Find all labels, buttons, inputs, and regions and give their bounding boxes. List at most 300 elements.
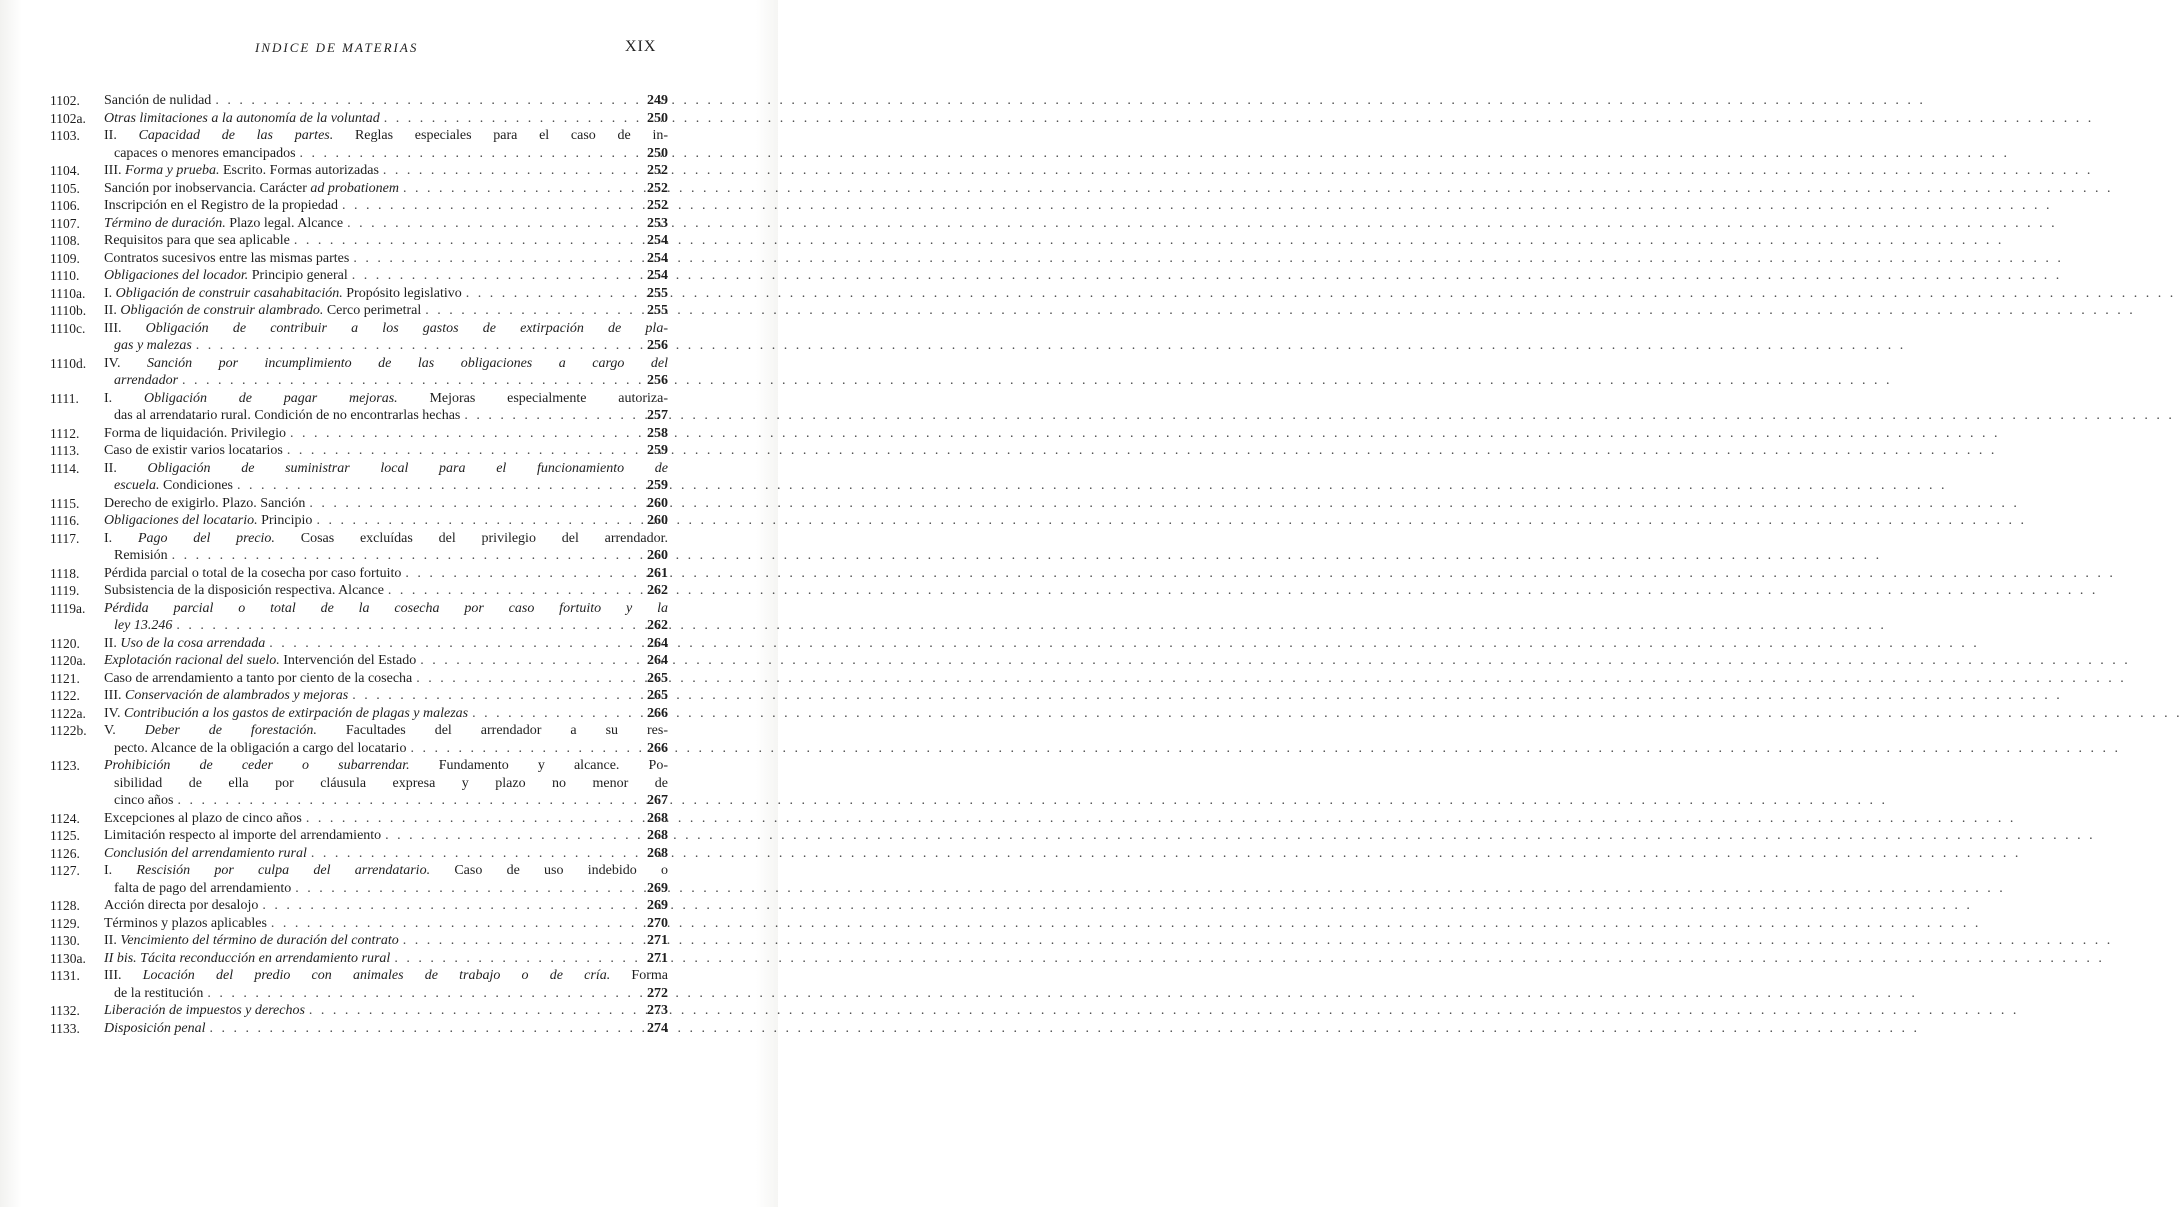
entry-line — [104, 705, 668, 723]
entry-text — [104, 232, 290, 250]
page-reference: 254 — [647, 250, 668, 266]
section-number: 1108. — [50, 233, 80, 248]
page-reference: 252 — [647, 198, 668, 213]
dot-leader — [271, 915, 634, 933]
entry-line — [104, 687, 668, 705]
page-reference: 265 — [647, 688, 668, 703]
entry-text — [104, 582, 384, 600]
toc-entry — [50, 285, 668, 303]
toc-entry — [50, 197, 668, 215]
entry-text — [104, 110, 380, 128]
page-reference: 256 — [647, 373, 668, 388]
entry-text — [104, 547, 168, 565]
toc-entry — [50, 582, 668, 600]
page-reference: 264 — [647, 653, 668, 668]
toc-entry — [50, 180, 668, 198]
italic-heading: Capacidad de las partes. — [138, 128, 334, 143]
italic-heading: ley 13.246 — [114, 618, 173, 633]
page-reference: 250 — [647, 145, 668, 161]
table-of-contents — [50, 92, 668, 1037]
section-number: 1104. — [50, 163, 80, 178]
toc-entry — [50, 355, 668, 390]
entry-text — [104, 985, 203, 1003]
toc-entry — [50, 390, 668, 425]
section-number: 1122b. — [50, 723, 87, 738]
dot-leader — [207, 985, 634, 1003]
toc-entry — [50, 495, 668, 513]
dot-leader — [383, 162, 634, 180]
section-number: 1105. — [50, 180, 80, 196]
entry-text-segment: Sanción por inobservancia. Carácter — [104, 180, 311, 196]
page-reference: 271 — [647, 933, 668, 948]
section-number: 1106. — [50, 198, 80, 213]
entry-text — [104, 477, 233, 495]
entry-text-segment: II. — [104, 303, 121, 318]
entry-text-segment: Requisitos para que sea aplicable — [104, 233, 290, 248]
entry-text — [104, 845, 307, 863]
italic-heading: Obligaciones del locatario. — [104, 513, 258, 528]
toc-entry — [50, 950, 668, 968]
page-reference: 270 — [647, 915, 668, 931]
entry-line — [104, 442, 668, 460]
entry-text — [104, 267, 348, 285]
page-reference: 252 — [647, 180, 668, 196]
dot-leader — [466, 285, 634, 303]
toc-entry — [50, 110, 668, 128]
entry-line — [104, 792, 668, 810]
entry-text — [104, 897, 258, 915]
entry-text — [104, 617, 172, 635]
entry-line — [104, 180, 668, 198]
toc-entry — [50, 425, 668, 443]
dot-leader — [464, 407, 634, 425]
entry-text — [104, 390, 668, 408]
entry-line — [104, 845, 668, 863]
entry-text-segment: I. — [104, 390, 144, 406]
toc-entry — [50, 967, 668, 1002]
entry-text — [104, 862, 668, 880]
entry-text-segment: Derecho de exigirlo. Plazo. Sanción — [104, 495, 306, 511]
section-number: 1110a. — [50, 285, 86, 301]
italic-heading: Obligación de contribuir a los gastos de extirpación de pla- — [145, 320, 668, 336]
running-header — [0, 40, 778, 64]
entry-line — [104, 775, 668, 793]
entry-text — [104, 425, 286, 443]
italic-heading: Conclusión del arrendamiento rural — [104, 845, 307, 861]
entry-line — [104, 460, 668, 478]
dot-leader — [306, 810, 634, 828]
section-number: 1107. — [50, 215, 80, 231]
entry-line — [104, 477, 668, 495]
entry-text-segment: Subsistencia de la disposición respectiva. Alcance — [104, 583, 384, 598]
italic-heading: II bis. Tácita reconducción en arrendamiento rural — [104, 950, 391, 966]
section-number: 1120a. — [50, 653, 86, 668]
entry-text-segment: cinco años — [114, 793, 174, 808]
entry-line — [104, 547, 668, 565]
entry-line — [104, 967, 668, 985]
entry-line — [104, 407, 668, 425]
entry-text-segment: III. — [104, 320, 146, 336]
toc-entry — [50, 722, 668, 757]
dot-leader — [316, 512, 634, 530]
italic-heading: Obligación de suministrar local para el funcionamiento de — [147, 460, 668, 476]
running-title: INDICE DE MATERIAS — [255, 40, 419, 55]
toc-entry — [50, 92, 668, 110]
page-reference: 269 — [647, 898, 668, 913]
section-number: 1133. — [50, 1020, 80, 1036]
toc-entry — [50, 670, 668, 688]
entry-line — [104, 162, 668, 180]
entry-line — [104, 390, 668, 408]
section-number: 1126. — [50, 845, 80, 861]
italic-heading: escuela. — [114, 478, 160, 493]
entry-text — [104, 565, 401, 583]
toc-entry — [50, 652, 668, 670]
entry-line — [104, 285, 668, 303]
page-reference: 268 — [647, 845, 668, 861]
italic-heading: Obligación de construir alambrado. — [120, 303, 324, 318]
page-reference: 250 — [647, 110, 668, 126]
entry-text-segment: Caso de existir varios locatarios — [104, 443, 283, 458]
dot-leader — [403, 180, 634, 198]
italic-heading: Obligación de pagar mejoras. — [143, 390, 398, 406]
toc-entry — [50, 530, 668, 565]
entry-text — [104, 180, 399, 198]
entry-line — [104, 425, 668, 443]
entry-line — [104, 512, 668, 530]
toc-entry — [50, 302, 668, 320]
section-number: 1110d. — [50, 355, 87, 371]
entry-text-segment: falta de pago del arrendamiento — [114, 880, 292, 896]
dot-leader — [342, 197, 634, 215]
page-reference: 269 — [647, 880, 668, 896]
entry-line — [104, 302, 668, 320]
entry-text-segment: Cerco perimetral — [323, 303, 422, 318]
dot-leader — [403, 932, 634, 950]
entry-text — [104, 705, 468, 723]
entry-text — [104, 460, 668, 478]
entry-text-segment: Mejoras especialmente autoriza- — [397, 390, 668, 406]
dot-leader — [347, 215, 634, 233]
entry-text-segment: Inscripción en el Registro de la propiedad — [104, 198, 339, 213]
page-reference: 254 — [647, 268, 668, 283]
section-number: 1111. — [50, 390, 79, 406]
entry-line — [104, 250, 668, 268]
entry-text — [104, 880, 291, 898]
dot-leader — [311, 845, 634, 863]
page-reference: 255 — [647, 285, 668, 301]
entry-text-segment: Contratos sucesivos entre las mismas partes — [104, 250, 350, 266]
toc-entry — [50, 810, 668, 828]
dot-leader — [385, 827, 634, 845]
italic-heading: Otras limitaciones a la autonomía de la voluntad — [104, 110, 380, 126]
dot-leader — [388, 582, 634, 600]
toc-entry — [50, 512, 668, 530]
page-reference: 266 — [647, 740, 668, 756]
dot-leader — [182, 372, 634, 390]
section-number: 1128. — [50, 898, 80, 913]
section-number: 1119a. — [50, 600, 86, 616]
entry-line — [104, 810, 668, 828]
entry-text — [104, 162, 379, 180]
entry-text — [104, 670, 412, 688]
italic-heading: Contribución a los gastos de extirpación de plagas y malezas — [123, 705, 469, 721]
entry-text-segment: II. — [104, 460, 148, 476]
section-number: 1121. — [50, 670, 80, 686]
section-number: 1110b. — [50, 303, 87, 318]
entry-line — [104, 215, 668, 233]
page-reference: 249 — [647, 93, 668, 108]
italic-heading: Obligaciones del locador. — [104, 268, 249, 283]
italic-heading: arrendador — [114, 373, 179, 388]
entry-text — [104, 915, 267, 933]
entry-text — [104, 722, 668, 740]
page-reference: 264 — [647, 635, 668, 651]
entry-text-segment: Acción directa por desalojo — [104, 898, 259, 913]
toc-entry — [50, 565, 668, 583]
entry-text-segment: Reglas especiales para el caso de in- — [333, 128, 668, 143]
italic-heading: Conservación de alambrados y mejoras — [125, 688, 349, 703]
section-number: 1130. — [50, 933, 80, 948]
italic-heading: Prohibición de ceder o subarrendar. — [104, 758, 410, 773]
toc-entry — [50, 232, 668, 250]
toc-entry — [50, 215, 668, 233]
toc-entry — [50, 687, 668, 705]
entry-line — [104, 372, 668, 390]
italic-heading: ad probationem — [310, 180, 399, 196]
entry-text — [104, 757, 668, 775]
section-number: 1123. — [50, 758, 80, 773]
entry-text-segment: III. — [104, 163, 125, 178]
entry-text — [104, 215, 343, 233]
page-reference: 262 — [647, 583, 668, 598]
entry-text-segment: II. — [104, 933, 121, 948]
toc-entry — [50, 932, 668, 950]
entry-text-segment: II. — [104, 128, 139, 143]
entry-text-segment: Escrito. Formas autorizadas — [219, 163, 379, 178]
entry-text — [104, 285, 462, 303]
entry-text-segment: Pérdida parcial o total de la cosecha por caso fortuito — [104, 565, 402, 581]
page-reference: 252 — [647, 163, 668, 178]
dot-leader — [410, 740, 634, 758]
entry-line — [104, 862, 668, 880]
italic-heading: Rescisión por culpa del arrendatario. — [136, 863, 431, 878]
entry-text-segment: pecto. Alcance de la obligación a cargo del locatario — [114, 740, 407, 756]
dot-leader — [215, 92, 634, 110]
dot-leader — [290, 425, 634, 443]
toc-entry — [50, 862, 668, 897]
entry-text-segment: Cosas excluídas del privilegio del arrendador. — [274, 530, 668, 546]
dot-leader — [177, 792, 634, 810]
toc-entry — [50, 757, 668, 810]
entry-line — [104, 495, 668, 513]
entry-text-segment: sibilidad de ella por cláusula expresa y plazo no menor de — [114, 775, 668, 791]
page-reference: 256 — [647, 338, 668, 353]
toc-entry — [50, 250, 668, 268]
entry-line — [104, 267, 668, 285]
toc-entry — [50, 320, 668, 355]
entry-text — [104, 512, 312, 530]
page-reference: 274 — [647, 1020, 668, 1036]
italic-heading: Deber de forestación. — [144, 723, 317, 738]
page-reference: 257 — [647, 408, 668, 423]
entry-line — [104, 932, 668, 950]
dot-leader — [472, 705, 634, 723]
entry-text-segment: Sanción de nulidad — [104, 93, 212, 108]
entry-line — [104, 757, 668, 775]
italic-heading: gas y malezas — [114, 338, 192, 353]
section-number: 1132. — [50, 1003, 80, 1018]
page-reference: 255 — [647, 303, 668, 318]
entry-line — [104, 337, 668, 355]
entry-text — [104, 302, 421, 320]
section-number: 1127. — [50, 863, 80, 878]
section-number: 1131. — [50, 968, 80, 983]
page-reference: 262 — [647, 618, 668, 633]
entry-line — [104, 320, 668, 338]
entry-text — [104, 145, 296, 163]
section-number: 1102. — [50, 93, 80, 108]
toc-entry — [50, 1020, 668, 1038]
toc-entry — [50, 705, 668, 723]
entry-text-segment: Términos y plazos aplicables — [104, 915, 267, 931]
entry-text-segment: Principio — [257, 513, 313, 528]
entry-text — [104, 792, 173, 810]
entry-line — [104, 915, 668, 933]
entry-line — [104, 110, 668, 128]
entry-text — [104, 740, 406, 758]
entry-line — [104, 92, 668, 110]
entry-text-segment: Condiciones — [159, 478, 233, 493]
entry-text-segment: II. — [104, 635, 121, 651]
entry-text — [104, 372, 178, 390]
section-number: 1112. — [50, 425, 80, 441]
section-number: 1116. — [50, 513, 80, 528]
dot-leader — [420, 652, 634, 670]
page-reference: 272 — [647, 985, 668, 1001]
entry-text-segment: I. — [104, 863, 137, 878]
entry-text — [104, 967, 668, 985]
section-number: 1117. — [50, 530, 80, 546]
entry-line — [104, 232, 668, 250]
page-reference: 253 — [647, 215, 668, 231]
italic-heading: Liberación de impuestos y derechos — [104, 1003, 305, 1018]
italic-heading: Término de duración. — [104, 215, 226, 231]
section-number: 1103. — [50, 128, 80, 143]
section-number: 1124. — [50, 810, 80, 826]
section-number: 1130a. — [50, 950, 86, 966]
toc-entry — [50, 442, 668, 460]
page-reference: 260 — [647, 495, 668, 511]
entry-line — [104, 582, 668, 600]
section-number: 1110. — [50, 268, 80, 283]
italic-heading: Disposición penal — [104, 1020, 206, 1036]
entry-text-segment: Principio general — [248, 268, 348, 283]
entry-text — [104, 250, 349, 268]
italic-heading: Explotación racional del suelo. — [104, 653, 280, 668]
section-number: 1115. — [50, 495, 80, 511]
entry-text — [104, 92, 211, 110]
page-reference: 260 — [647, 548, 668, 563]
dot-leader — [309, 495, 634, 513]
dot-leader — [294, 232, 634, 250]
entry-text-segment: Caso de arrendamiento a tanto por ciento de la cosecha — [104, 670, 413, 686]
entry-text — [104, 442, 283, 460]
toc-entry — [50, 600, 668, 635]
page-reference: 265 — [647, 670, 668, 686]
page-reference: 254 — [647, 233, 668, 248]
section-number: 1102a. — [50, 110, 86, 126]
entry-text-segment: V. — [104, 723, 145, 738]
entry-text — [104, 197, 338, 215]
entry-line — [104, 600, 668, 618]
entry-text-segment: das al arrendatario rural. Condición de no encontrarlas hechas — [114, 408, 461, 423]
italic-heading: Obligación de construir casahabitación. — [115, 285, 343, 301]
entry-line — [104, 635, 668, 653]
entry-line — [104, 565, 668, 583]
dot-leader — [269, 635, 634, 653]
entry-line — [104, 670, 668, 688]
entry-line — [104, 897, 668, 915]
page-reference: 271 — [647, 950, 668, 966]
dot-leader — [394, 950, 634, 968]
dot-leader — [416, 670, 634, 688]
dot-leader — [352, 267, 634, 285]
toc-entry — [50, 267, 668, 285]
entry-text-segment: Plazo legal. Alcance — [225, 215, 344, 231]
section-number: 1129. — [50, 915, 80, 931]
entry-text — [104, 530, 668, 548]
toc-entry — [50, 635, 668, 653]
entry-text — [104, 600, 668, 618]
italic-heading: Pérdida parcial o total de la cosecha por caso fortuito y la — [104, 600, 668, 616]
entry-text-segment: Intervención del Estado — [279, 653, 417, 668]
entry-text — [104, 652, 416, 670]
dot-leader — [353, 250, 634, 268]
toc-entry — [50, 845, 668, 863]
entry-text — [104, 407, 460, 425]
dot-leader — [295, 880, 634, 898]
dot-leader — [210, 1020, 635, 1038]
dot-leader — [425, 302, 634, 320]
entry-text — [104, 687, 348, 705]
entry-line — [104, 1020, 668, 1038]
entry-text — [104, 932, 399, 950]
entry-text — [104, 635, 265, 653]
entry-text-segment: Limitación respecto al importe del arrendamiento — [104, 828, 382, 843]
italic-heading: Locación del predio con animales de trabajo o de cría. — [142, 968, 611, 983]
italic-heading: Pago del precio. — [137, 530, 275, 546]
entry-line — [104, 145, 668, 163]
entry-line — [104, 880, 668, 898]
page-reference: 267 — [647, 793, 668, 808]
page-reference: 261 — [647, 565, 668, 581]
entry-line — [104, 827, 668, 845]
entry-text — [104, 320, 668, 338]
dot-leader — [287, 442, 634, 460]
entry-text-segment: de la restitución — [114, 985, 204, 1001]
dot-leader — [176, 617, 634, 635]
dot-leader — [196, 337, 634, 355]
section-number: 1109. — [50, 250, 80, 266]
entry-text — [104, 1020, 206, 1038]
entry-text-segment: III. — [104, 688, 125, 703]
dot-leader — [405, 565, 634, 583]
section-number: 1113. — [50, 443, 80, 458]
entry-line — [104, 722, 668, 740]
entry-line — [104, 950, 668, 968]
entry-text-segment: Propósito legislativo — [342, 285, 462, 301]
